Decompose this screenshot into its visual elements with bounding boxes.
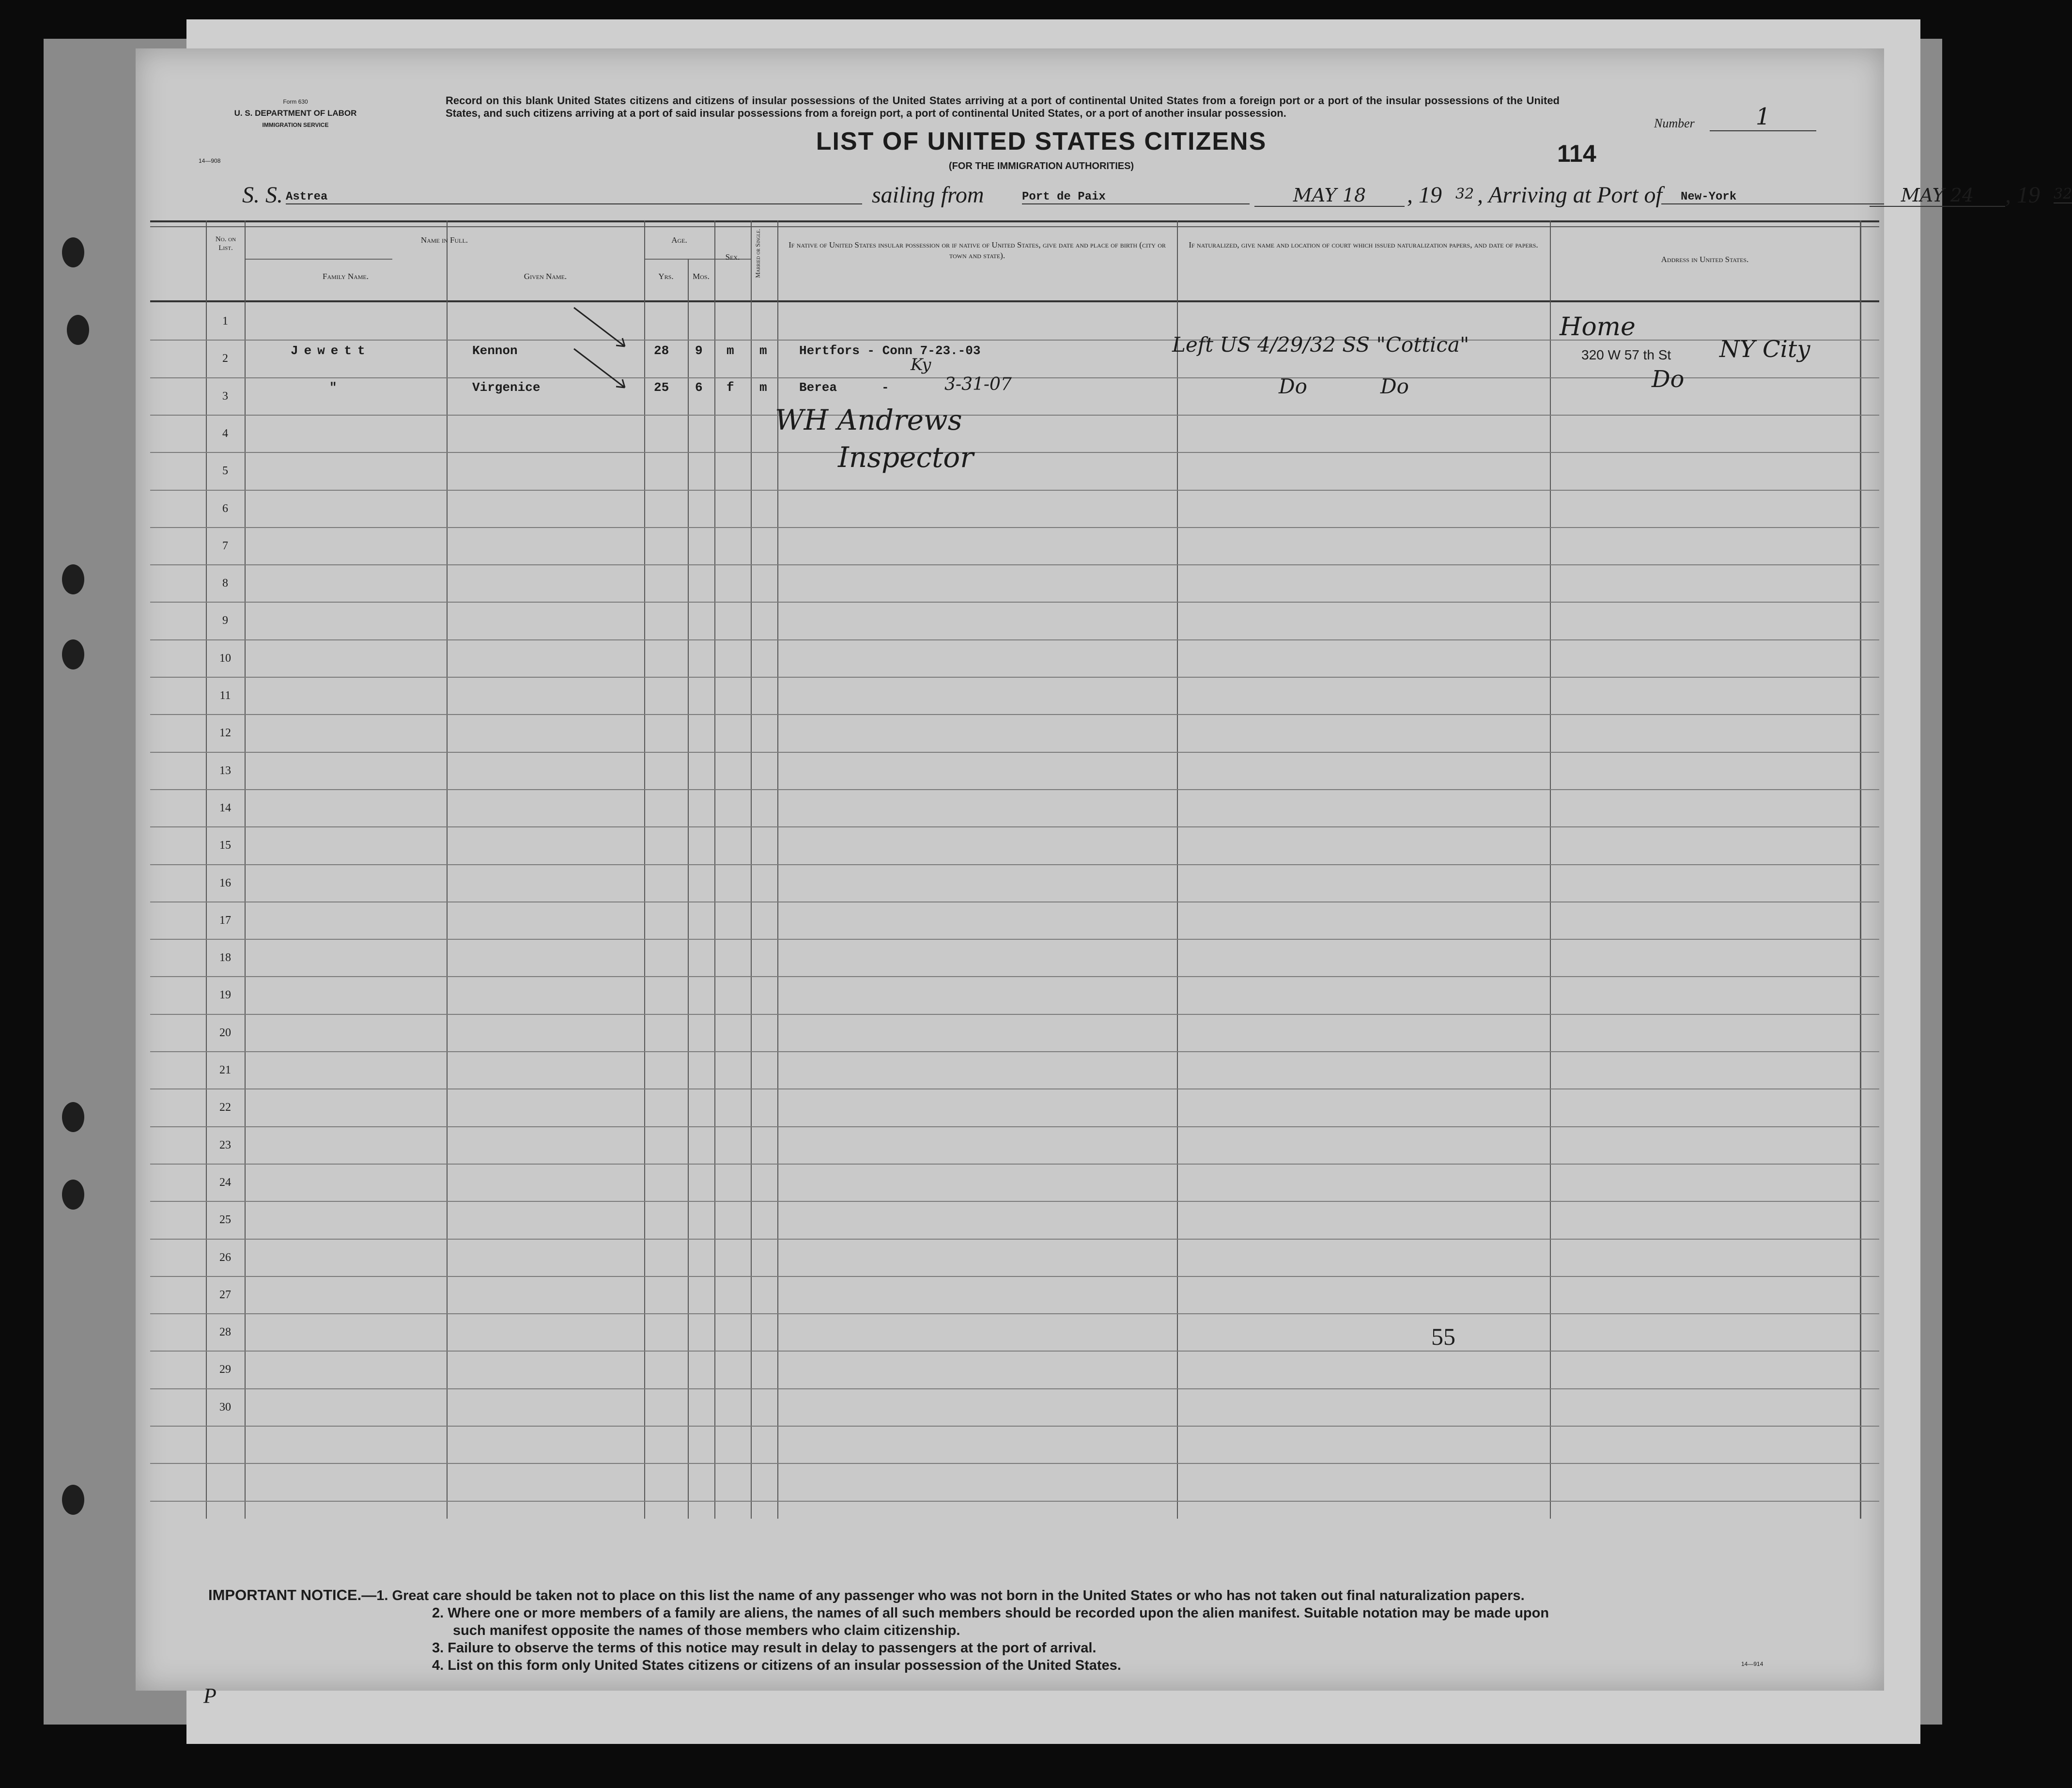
notice-item-2: 2. Where one or more members of a family are aliens, the names of all such members should be recorded upon the alien manifest. Suitable notation may be made upon bbox=[432, 1605, 1549, 1621]
row-number: 19 bbox=[219, 989, 231, 1002]
col-address: Address in United States. bbox=[1661, 255, 1749, 264]
row-number: 7 bbox=[222, 539, 228, 552]
number-label: Number bbox=[1654, 116, 1695, 130]
row-number: 3 bbox=[222, 389, 228, 403]
family-name: " bbox=[329, 380, 337, 395]
arriving-label: , Arriving at Port of bbox=[1477, 182, 1662, 208]
row-line bbox=[150, 1126, 1879, 1127]
departure-date: MAY 18 bbox=[1254, 182, 1405, 207]
address-ditto: Do bbox=[1652, 366, 1685, 393]
binder-hole bbox=[62, 237, 84, 267]
form-header-left bbox=[203, 96, 387, 131]
row-line bbox=[150, 677, 1879, 678]
row-line bbox=[150, 1051, 1879, 1052]
sex: f bbox=[727, 380, 734, 395]
notice-item-4: 4. List on this form only United States citizens or citizens of an insular possession of the United States. bbox=[432, 1658, 1121, 1673]
row-number: 2 bbox=[222, 352, 228, 365]
row-number: 16 bbox=[219, 876, 231, 889]
col-name-in-full: Name in Full. bbox=[420, 235, 468, 245]
notice-label: IMPORTANT NOTICE.— bbox=[208, 1586, 377, 1603]
row-number: 17 bbox=[219, 914, 231, 927]
row-number: 11 bbox=[219, 689, 231, 702]
age-months: 9 bbox=[695, 343, 703, 358]
row-number: 30 bbox=[219, 1400, 231, 1414]
row-number: 29 bbox=[219, 1363, 231, 1376]
form-number: Form 630 bbox=[283, 98, 308, 105]
print-code: 14—908 bbox=[199, 157, 221, 164]
naturalization-info: Left US 4/29/32 SS "Cottica" bbox=[1172, 333, 1469, 357]
row-line bbox=[150, 415, 1879, 416]
row-number: 15 bbox=[219, 839, 231, 852]
row-line bbox=[150, 1501, 1879, 1502]
row-line bbox=[150, 1164, 1879, 1165]
naturalization-ditto: Do bbox=[1279, 374, 1307, 398]
row-number: 18 bbox=[219, 951, 231, 964]
service: IMMIGRATION SERVICE bbox=[262, 122, 329, 128]
row-number: 28 bbox=[219, 1326, 231, 1339]
form-instructions: Record on this blank United States citizens and citizens of insular possessions of the United States arriving at a port of continental United States from a foreign port or a port of the insular possessions of the United States, and such citizens arriving at a port of said insular possessions from a foreign port, a port of continental United States, or a port of another insular possession. bbox=[446, 94, 1560, 119]
binder-hole bbox=[62, 1102, 84, 1132]
page-title: LIST OF UNITED STATES CITIZENS bbox=[816, 127, 1267, 155]
age-years: 25 bbox=[654, 380, 669, 395]
notice-item-3: 3. Failure to observe the terms of this notice may result in delay to passengers at the port of arrival. bbox=[432, 1640, 1097, 1656]
row-line bbox=[150, 490, 1879, 491]
birth-state: Ky bbox=[911, 355, 931, 374]
row-number: 23 bbox=[219, 1138, 231, 1151]
row-number: 26 bbox=[219, 1251, 231, 1264]
naturalization-ditto: Do bbox=[1380, 374, 1409, 398]
row-line bbox=[150, 1014, 1879, 1015]
sex: m bbox=[727, 343, 734, 358]
row-line bbox=[150, 1426, 1879, 1427]
sailing-label: sailing from bbox=[872, 182, 984, 208]
number-value: 1 bbox=[1710, 103, 1816, 131]
given-name: Kennon bbox=[472, 343, 518, 358]
row-number: 21 bbox=[219, 1064, 231, 1076]
notice-item-1: 1. Great care should be taken not to place on this list the name of any passenger who was not born in the United States or who has not taken out final naturalization papers. bbox=[376, 1588, 1525, 1603]
row-number: 24 bbox=[219, 1176, 231, 1189]
ss-label: S. S. bbox=[242, 182, 283, 208]
row-line bbox=[150, 527, 1879, 528]
row-line bbox=[150, 714, 1879, 715]
inspector-signature: WH Andrews bbox=[775, 404, 962, 436]
check-arrow bbox=[572, 346, 630, 395]
row-number: 25 bbox=[219, 1213, 231, 1227]
arrival-port: New-York bbox=[1661, 182, 1884, 204]
row-line bbox=[150, 564, 1879, 565]
binder-hole bbox=[62, 564, 84, 594]
col-married: Married or Single. bbox=[754, 229, 761, 278]
arrival-date: MAY 24 bbox=[1870, 182, 2005, 207]
ship-name: Astrea bbox=[286, 182, 862, 204]
given-name: Virgenice bbox=[472, 380, 541, 395]
birth-date: 3-31-07 bbox=[944, 374, 1012, 394]
row-line bbox=[150, 1239, 1879, 1240]
row-number: 14 bbox=[219, 801, 231, 814]
row-number: 8 bbox=[222, 577, 228, 590]
address-city: NY City bbox=[1719, 336, 1810, 363]
row-number: 6 bbox=[222, 502, 228, 515]
row-line bbox=[150, 1313, 1879, 1314]
birth-place: Berea bbox=[799, 380, 837, 395]
row-line bbox=[150, 1201, 1879, 1202]
col-naturalization: If naturalized, give name and location of court which issued naturalization papers, and date of papers. bbox=[1189, 240, 1538, 249]
arrival-year: 32 bbox=[2054, 186, 2072, 202]
row-line bbox=[150, 1088, 1879, 1089]
birth-dash: - bbox=[881, 380, 889, 395]
corner-mark: P bbox=[203, 1684, 216, 1708]
age-months: 6 bbox=[695, 380, 703, 395]
arrival-year-prefix: , 19 bbox=[2005, 182, 2040, 208]
departure-port: Port de Paix bbox=[1022, 182, 1250, 204]
row-number: 1 bbox=[222, 315, 228, 327]
binder-hole bbox=[62, 639, 84, 669]
binder-hole bbox=[62, 1180, 84, 1210]
row-number: 13 bbox=[219, 764, 231, 777]
manifest-table bbox=[150, 220, 1879, 1519]
col-no-on-list: No. on List. bbox=[215, 235, 236, 252]
age-years: 28 bbox=[654, 343, 669, 358]
married-status: m bbox=[759, 343, 767, 358]
row-number: 20 bbox=[219, 1026, 231, 1039]
col-sex: Sex. bbox=[725, 252, 740, 262]
row-line bbox=[150, 789, 1879, 790]
family-name: Jewett bbox=[291, 343, 371, 358]
row-line bbox=[150, 602, 1879, 603]
row-line bbox=[150, 452, 1879, 453]
married-status: m bbox=[759, 380, 767, 395]
row-line bbox=[150, 976, 1879, 977]
street-address: 320 W 57 th St bbox=[1581, 347, 1671, 362]
birth-place-date: Hertfors - Conn 7-23.-03 bbox=[799, 343, 981, 358]
inspector-title: Inspector bbox=[838, 441, 974, 474]
important-notice bbox=[208, 1586, 1826, 1674]
row-number: 9 bbox=[222, 614, 228, 627]
row-number: 27 bbox=[219, 1288, 231, 1301]
row-number: 10 bbox=[219, 652, 231, 665]
row-line bbox=[150, 1388, 1879, 1389]
binder-hole bbox=[67, 315, 89, 345]
row-line bbox=[150, 939, 1879, 940]
col-mos: Mos. bbox=[693, 272, 710, 281]
page-subtitle: (FOR THE IMMIGRATION AUTHORITIES) bbox=[948, 161, 1134, 171]
col-birth: If native of United States insular possession or if native of United States, give date and place of birth (city or town and state). bbox=[789, 240, 1166, 260]
stamp-number: 114 bbox=[1557, 140, 1596, 167]
row-number: 22 bbox=[219, 1101, 231, 1114]
row-line bbox=[150, 752, 1879, 753]
row-line bbox=[150, 1351, 1879, 1352]
col-yrs: Yrs. bbox=[658, 272, 674, 281]
department: U. S. DEPARTMENT OF LABOR bbox=[234, 109, 357, 118]
page-mark: 55 bbox=[1431, 1323, 1455, 1350]
row-line bbox=[150, 826, 1879, 827]
row-number: 5 bbox=[222, 465, 228, 478]
form-code: 14—914 bbox=[1741, 1661, 1763, 1667]
row-line bbox=[150, 377, 1879, 378]
departure-year-prefix: , 19 bbox=[1407, 182, 1442, 208]
col-given-name: Given Name. bbox=[524, 272, 567, 281]
row-line bbox=[150, 864, 1879, 865]
binder-hole bbox=[62, 1485, 84, 1515]
departure-year: 32 bbox=[1455, 186, 1474, 202]
col-age: Age. bbox=[671, 235, 687, 245]
address-note: Home bbox=[1560, 312, 1636, 342]
row-line bbox=[150, 1463, 1879, 1464]
row-number: 12 bbox=[219, 727, 231, 740]
voyage-line bbox=[242, 182, 2072, 216]
row-line bbox=[150, 639, 1879, 640]
col-family-name: Family Name. bbox=[322, 272, 369, 281]
row-line bbox=[150, 1276, 1879, 1277]
row-number: 4 bbox=[222, 427, 228, 440]
notice-item-2-cont: such manifest opposite the names of those members who claim citizenship. bbox=[453, 1623, 960, 1638]
